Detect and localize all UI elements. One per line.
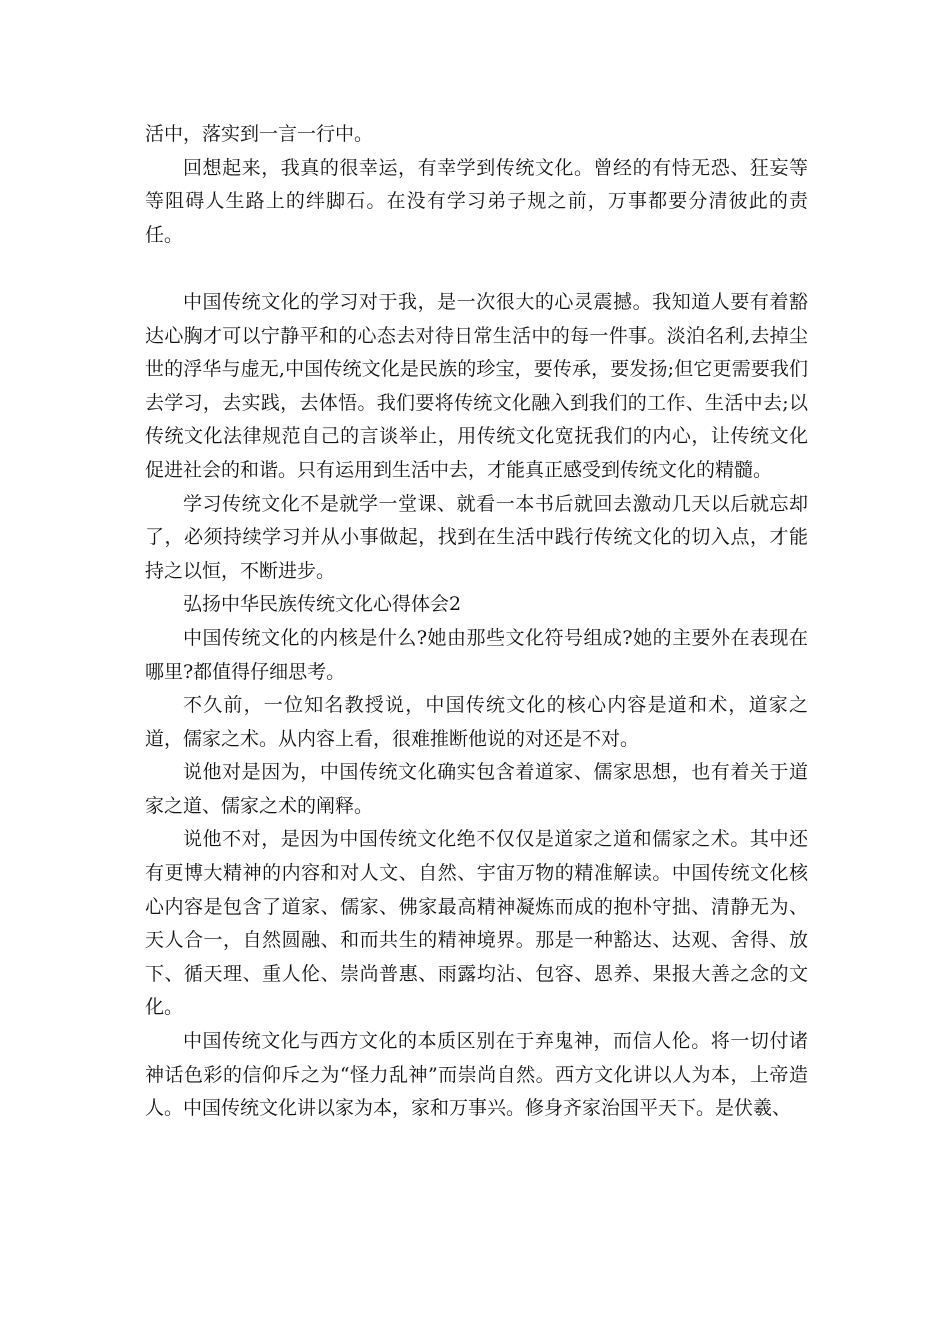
paragraph: 中国传统文化的内核是什么?她由那些文化符号组成?她的主要外在表现在哪里?都值得仔细思考。 bbox=[145, 626, 808, 683]
paragraph: 说他对是因为，中国传统文化确实包含着道家、儒家思想，也有着关于道家之道、儒家之术的阐释。 bbox=[145, 761, 808, 817]
paragraph: 中国传统文化与西方文化的本质区别在于弃鬼神，而信人伦。将一切付诸神话色彩的信仰斥之为“怪力乱神”而崇尚自然。西方文化讲以人为本，上帝造人。中国传统文化讲以家为本，家和万事兴。修身齐家治国平天下。是伏羲、 bbox=[145, 1030, 808, 1120]
paragraph: 说他不对，是因为中国传统文化绝不仅仅是道家之道和儒家之术。其中还有更博大精神的内容和对人文、自然、宇宙万物的精准解读。中国传统文化核心内容是包含了道家、儒家、佛家最高精神凝炼而成的抱朴守拙、清静无为、天人合一，自然圆融、和而共生的精神境界。那是一种豁达、达观、舍得、放下、循天理、重人伦、崇尚普惠、雨露均沾、包容、恩养、果报大善之念的文化。 bbox=[145, 828, 808, 1019]
paragraph: 回想起来，我真的很幸运，有幸学到传统文化。曾经的有恃无恐、狂妄等等阻碍人生路上的绊脚石。在没有学习弟子规之前，万事都要分清彼此的责任。 bbox=[145, 156, 808, 246]
section-heading: 弘扬中华民族传统文化心得体会2 bbox=[183, 593, 462, 616]
paragraph: 不久前，一位知名教授说，中国传统文化的核心内容是道和术，道家之道，儒家之术。从内容上看，很难推断他说的对还是不对。 bbox=[145, 694, 808, 750]
paragraph: 中国传统文化的学习对于我，是一次很大的心灵震撼。我知道人要有着豁达心胸才可以宁静平和的心态去对待日常生活中的每一件事。淡泊名利,去掉尘世的浮华与虚无,中国传统文化是民族的珍宝，要传承，要发扬;但它更需要我们去学习，去实践，去体悟。我们要将传统文化融入到我们的工作、生活中去;以传统文化法律规范自己的言谈举止，用传统文化宽抚我们的内心，让传统文化促进社会的和谐。只有运用到生活中去，才能真正感受到传统文化的精髓。 bbox=[145, 290, 808, 481]
paragraph: 活中，落实到一言一行中。 bbox=[145, 123, 374, 145]
paragraph: 学习传统文化不是就学一堂课、就看一本书后就回去激动几天以后就忘却了，必须持续学习并从小事做起，找到在生活中践行传统文化的切入点，才能持之以恒，不断进步。 bbox=[145, 492, 808, 582]
blank-line bbox=[145, 252, 808, 286]
